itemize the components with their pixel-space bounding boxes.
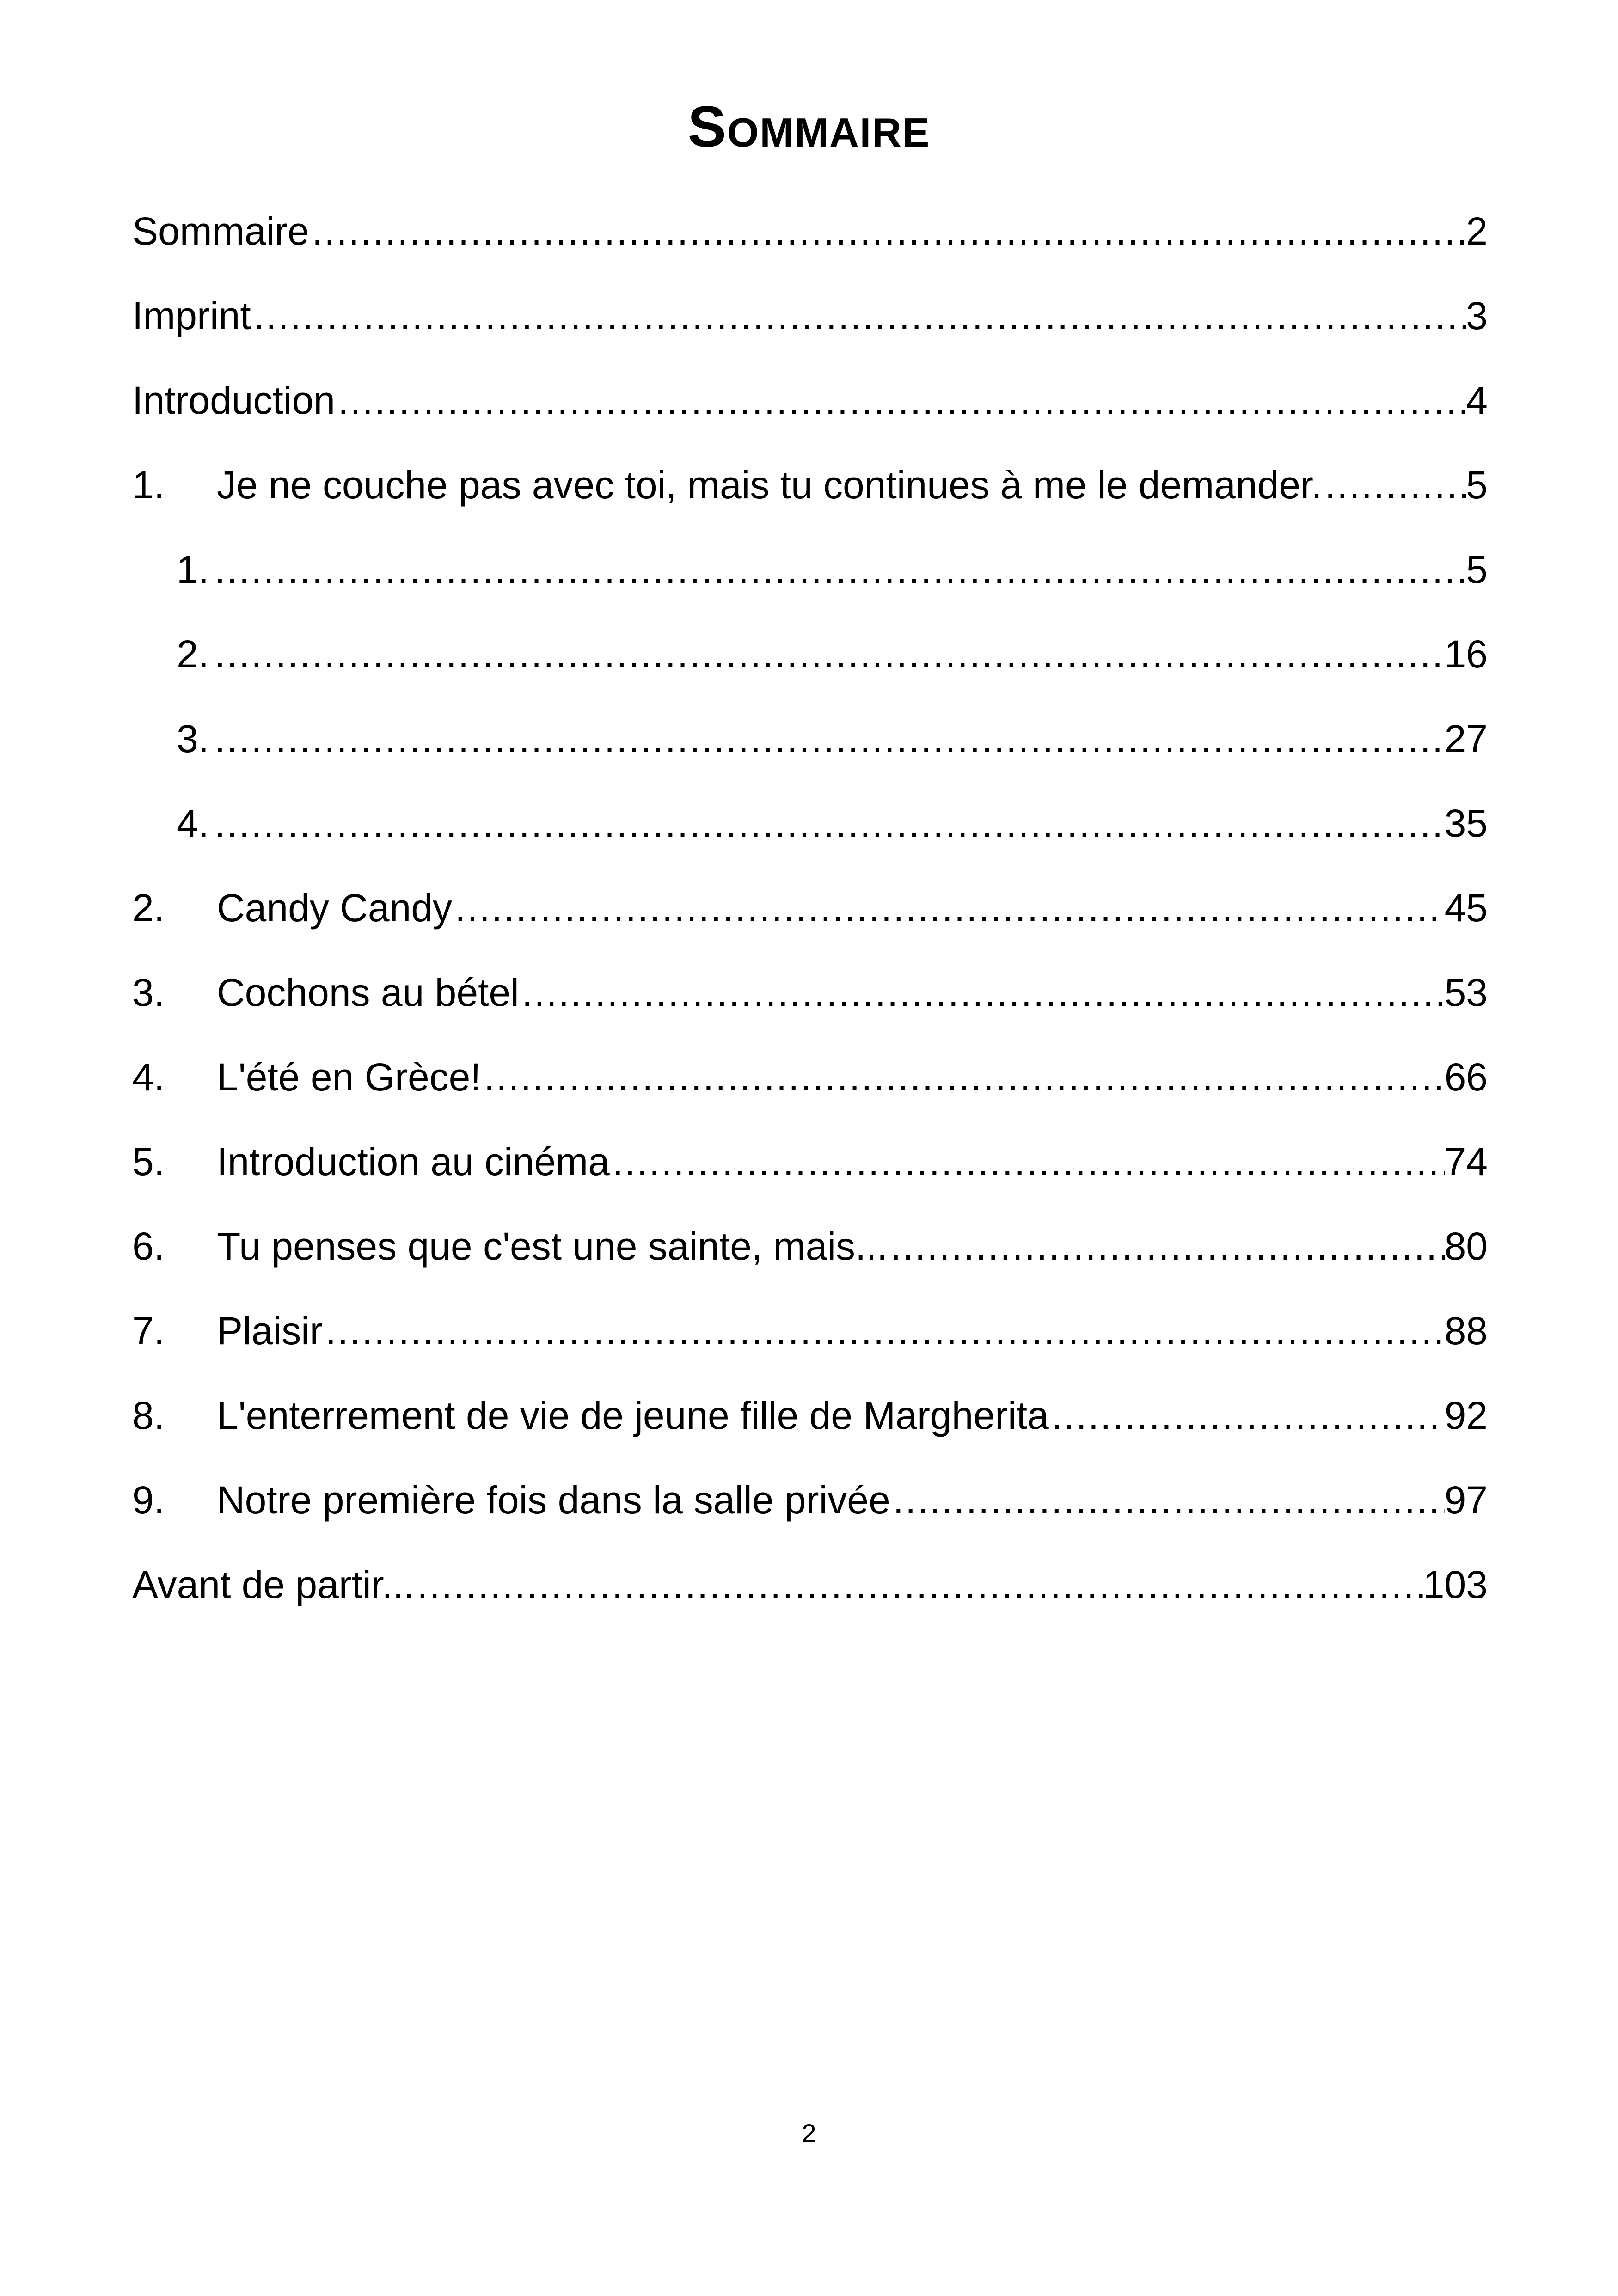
toc-entry-number: 3. <box>132 971 165 1014</box>
dot-leader <box>212 793 1445 853</box>
dot-leader <box>890 1470 1445 1530</box>
toc-entry-page: 3 <box>1466 294 1488 337</box>
toc-entry-label: Sommaire <box>132 209 309 253</box>
toc-entry-number: 1. <box>132 463 165 507</box>
toc-entry-page: 2 <box>1466 209 1488 253</box>
toc-entry-page: 80 <box>1444 1225 1488 1268</box>
toc-entry-page: 88 <box>1444 1309 1488 1353</box>
toc-entry-label: Avant de partir... <box>132 1563 415 1606</box>
toc-subentry-3[interactable] <box>132 709 1488 793</box>
toc-entry-number: 1. <box>177 548 209 591</box>
dot-leader <box>888 1216 1445 1276</box>
dot-leader <box>309 201 1466 261</box>
toc-entry-page: 5 <box>1466 463 1488 507</box>
dot-leader <box>212 709 1445 769</box>
toc-entry-chapter-9[interactable] <box>132 1470 1488 1555</box>
dot-leader <box>610 1132 1445 1192</box>
toc-entry-number: 4. <box>132 1055 165 1099</box>
toc-entry-imprint[interactable] <box>132 286 1488 370</box>
toc-entry-label: Notre première fois dans la salle privée <box>217 1478 890 1522</box>
toc-entry-chapter-1[interactable] <box>132 455 1488 539</box>
toc-entry-number: 9. <box>132 1478 165 1522</box>
page-title: Sommaire <box>687 95 931 159</box>
toc-entry-page: 66 <box>1444 1055 1488 1099</box>
toc-entry-page: 92 <box>1444 1394 1488 1437</box>
toc-entry-introduction[interactable] <box>132 370 1488 455</box>
toc-entry-number: 2. <box>177 632 209 676</box>
toc-subentry-1[interactable] <box>132 539 1488 624</box>
toc-entry-label: Je ne couche pas avec toi, mais tu continues à me le demander. <box>217 463 1322 507</box>
dot-leader <box>519 962 1445 1022</box>
toc-entry-label: L'enterrement de vie de jeune fille de Margherita <box>217 1394 1049 1437</box>
dot-leader <box>335 370 1466 430</box>
toc-entry-page: 74 <box>1444 1140 1488 1183</box>
toc-entry-sommaire[interactable] <box>132 201 1488 286</box>
dot-leader <box>1049 1385 1445 1445</box>
toc-entry-page: 97 <box>1444 1478 1488 1522</box>
toc-entry-page: 4 <box>1466 379 1488 422</box>
dot-leader <box>323 1301 1445 1361</box>
dot-leader <box>212 624 1445 684</box>
toc-entry-label: Candy Candy <box>217 886 452 930</box>
toc-entry-page: 27 <box>1444 717 1488 760</box>
toc-entry-label: Cochons au bétel <box>217 971 519 1014</box>
toc-entry-number: 5. <box>132 1140 165 1183</box>
toc-entry-avant-de-partir[interactable] <box>132 1555 1488 1639</box>
toc-entry-chapter-2[interactable] <box>132 878 1488 962</box>
dot-leader <box>481 1047 1445 1107</box>
toc-entry-label: Introduction au cinéma <box>217 1140 610 1183</box>
toc-entry-number: 4. <box>177 802 209 845</box>
toc-entry-number: 7. <box>132 1309 165 1353</box>
toc-entry-page: 16 <box>1444 632 1488 676</box>
toc-entry-chapter-4[interactable] <box>132 1047 1488 1132</box>
toc-subentry-4[interactable] <box>132 793 1488 878</box>
toc-entry-chapter-3[interactable] <box>132 962 1488 1047</box>
toc-entry-label: L'été en Grèce! <box>217 1055 481 1099</box>
toc-entry-page: 53 <box>1444 971 1488 1014</box>
toc-entry-label: Tu penses que c'est une sainte, mais... <box>217 1225 888 1268</box>
dot-leader <box>452 878 1445 938</box>
toc-entry-page: 103 <box>1422 1563 1488 1606</box>
toc-entry-page: 45 <box>1444 886 1488 930</box>
toc-entry-chapter-5[interactable] <box>132 1132 1488 1216</box>
toc-entry-number: 2. <box>132 886 165 930</box>
dot-leader <box>212 539 1466 600</box>
toc-entry-number: 6. <box>132 1225 165 1268</box>
toc-entry-number: 3. <box>177 717 209 760</box>
toc-entry-label: Plaisir <box>217 1309 323 1353</box>
toc-entry-label: Introduction <box>132 379 335 422</box>
table-of-contents <box>132 201 1488 1639</box>
toc-entry-chapter-7[interactable] <box>132 1301 1488 1385</box>
toc-subentry-2[interactable] <box>132 624 1488 709</box>
dot-leader <box>251 286 1466 346</box>
toc-entry-chapter-8[interactable] <box>132 1385 1488 1470</box>
toc-entry-number: 8. <box>132 1394 165 1437</box>
footer-page-number: 2 <box>802 2118 816 2148</box>
toc-entry-chapter-6[interactable] <box>132 1216 1488 1301</box>
toc-entry-page: 5 <box>1466 548 1488 591</box>
dot-leader <box>414 1555 1423 1615</box>
toc-entry-page: 35 <box>1444 802 1488 845</box>
toc-entry-label: Imprint <box>132 294 251 337</box>
dot-leader <box>1322 455 1466 515</box>
